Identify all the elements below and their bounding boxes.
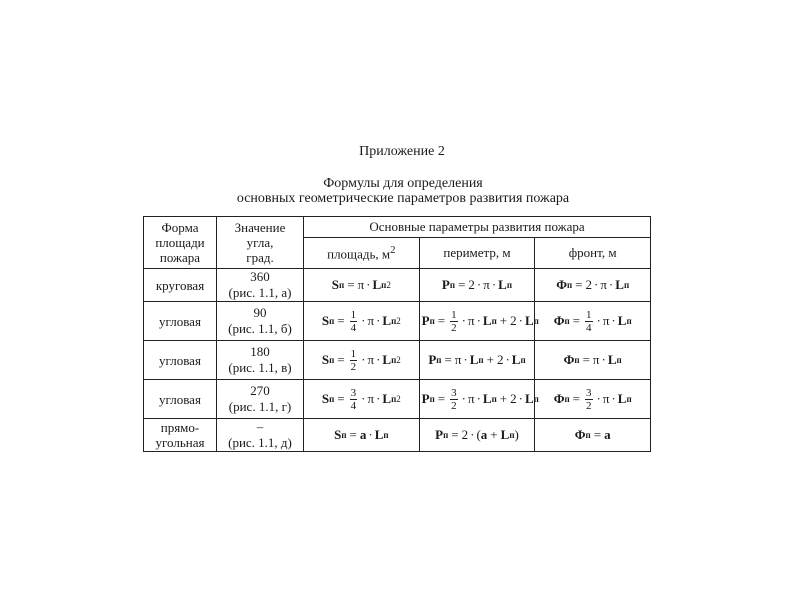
shape-cell: угловая [144, 380, 217, 419]
angle-ref: (рис. 1.1, а) [228, 285, 292, 300]
shape-cell: угловая [144, 341, 217, 380]
angle-ref: (рис. 1.1, г) [228, 399, 292, 414]
header-shape-line-1: Форма [161, 220, 199, 235]
header-front: фронт, м [535, 238, 651, 269]
angle-value: 90 [253, 305, 267, 320]
table-row [144, 269, 651, 302]
formulas-table [143, 216, 651, 452]
angle-value: – [256, 419, 264, 434]
table-row [144, 419, 651, 452]
angle-cell [217, 341, 304, 380]
appendix-label [0, 144, 800, 160]
title-line-1: Формулы для определения [323, 176, 483, 191]
header-shape-line-2: площади [155, 235, 205, 250]
angle-ref: (рис. 1.1, б) [228, 321, 292, 336]
shape-cell: угловая [144, 302, 217, 341]
angle-value: 180 [250, 344, 270, 359]
angle-ref: (рис. 1.1, в) [228, 360, 292, 375]
angle-cell [217, 419, 304, 452]
shape-line-2: угольная [155, 435, 205, 450]
header-params: Основные параметры развития пожара [304, 217, 651, 238]
shape-cell [144, 419, 217, 452]
header-area-label: площадь, м [327, 246, 391, 262]
area-formula: S п = π · L п 2 [304, 269, 420, 302]
table-title [0, 176, 800, 206]
header-area-exponent: 2 [390, 243, 396, 256]
area-formula: S п = $\frac{1}{4}$ · π · L п 2 [304, 302, 420, 341]
front-formula: Φ п = $\frac{3}{2}$ · π · L п [535, 380, 651, 419]
header-area [304, 238, 420, 269]
table-row [144, 341, 651, 380]
area-formula: S п = $\frac{1}{2}$ · π · L п 2 [304, 341, 420, 380]
angle-value: 270 [250, 383, 270, 398]
perimeter-formula: P п = $\frac{1}{2}$ · π · L п + 2 · L п [419, 302, 535, 341]
perimeter-formula: P п = 2 · π · L п [419, 269, 535, 302]
perimeter-formula: P п = π · L п + 2 · L п [419, 341, 535, 380]
header-row-1 [144, 217, 651, 238]
front-formula: Φ п = 2 · π · L п [535, 269, 651, 302]
header-angle-line-1: Значение [234, 220, 286, 235]
header-angle [217, 217, 304, 269]
header-perimeter: периметр, м [419, 238, 535, 269]
area-formula: S п = $\frac{3}{4}$ · π · L п 2 [304, 380, 420, 419]
table-row [144, 302, 651, 341]
angle-cell [217, 302, 304, 341]
header-angle-line-3: град. [246, 250, 274, 265]
angle-cell [217, 380, 304, 419]
table-row [144, 380, 651, 419]
perimeter-formula: P п = $\frac{3}{2}$ · π · L п + 2 · L п [419, 380, 535, 419]
shape-cell: круговая [144, 269, 217, 302]
appendix-text: Приложение 2 [359, 144, 445, 159]
header-shape [144, 217, 217, 269]
area-formula: S п = a · L п [304, 419, 420, 452]
header-shape-line-3: пожара [159, 250, 201, 265]
front-formula: Φ п = a [535, 419, 651, 452]
angle-cell [217, 269, 304, 302]
title-line-2: основных геометрические параметров развития пожара [236, 191, 570, 206]
perimeter-formula: P п = 2 · ( a + L п ) [419, 419, 535, 452]
shape-line-1: прямо- [160, 420, 200, 435]
front-formula: Φ п = $\frac{1}{4}$ · π · L п [535, 302, 651, 341]
header-angle-line-2: угла, [246, 235, 274, 250]
angle-value: 360 [250, 269, 270, 284]
front-formula: Φ п = π · L п [535, 341, 651, 380]
angle-ref: (рис. 1.1, д) [228, 435, 292, 450]
